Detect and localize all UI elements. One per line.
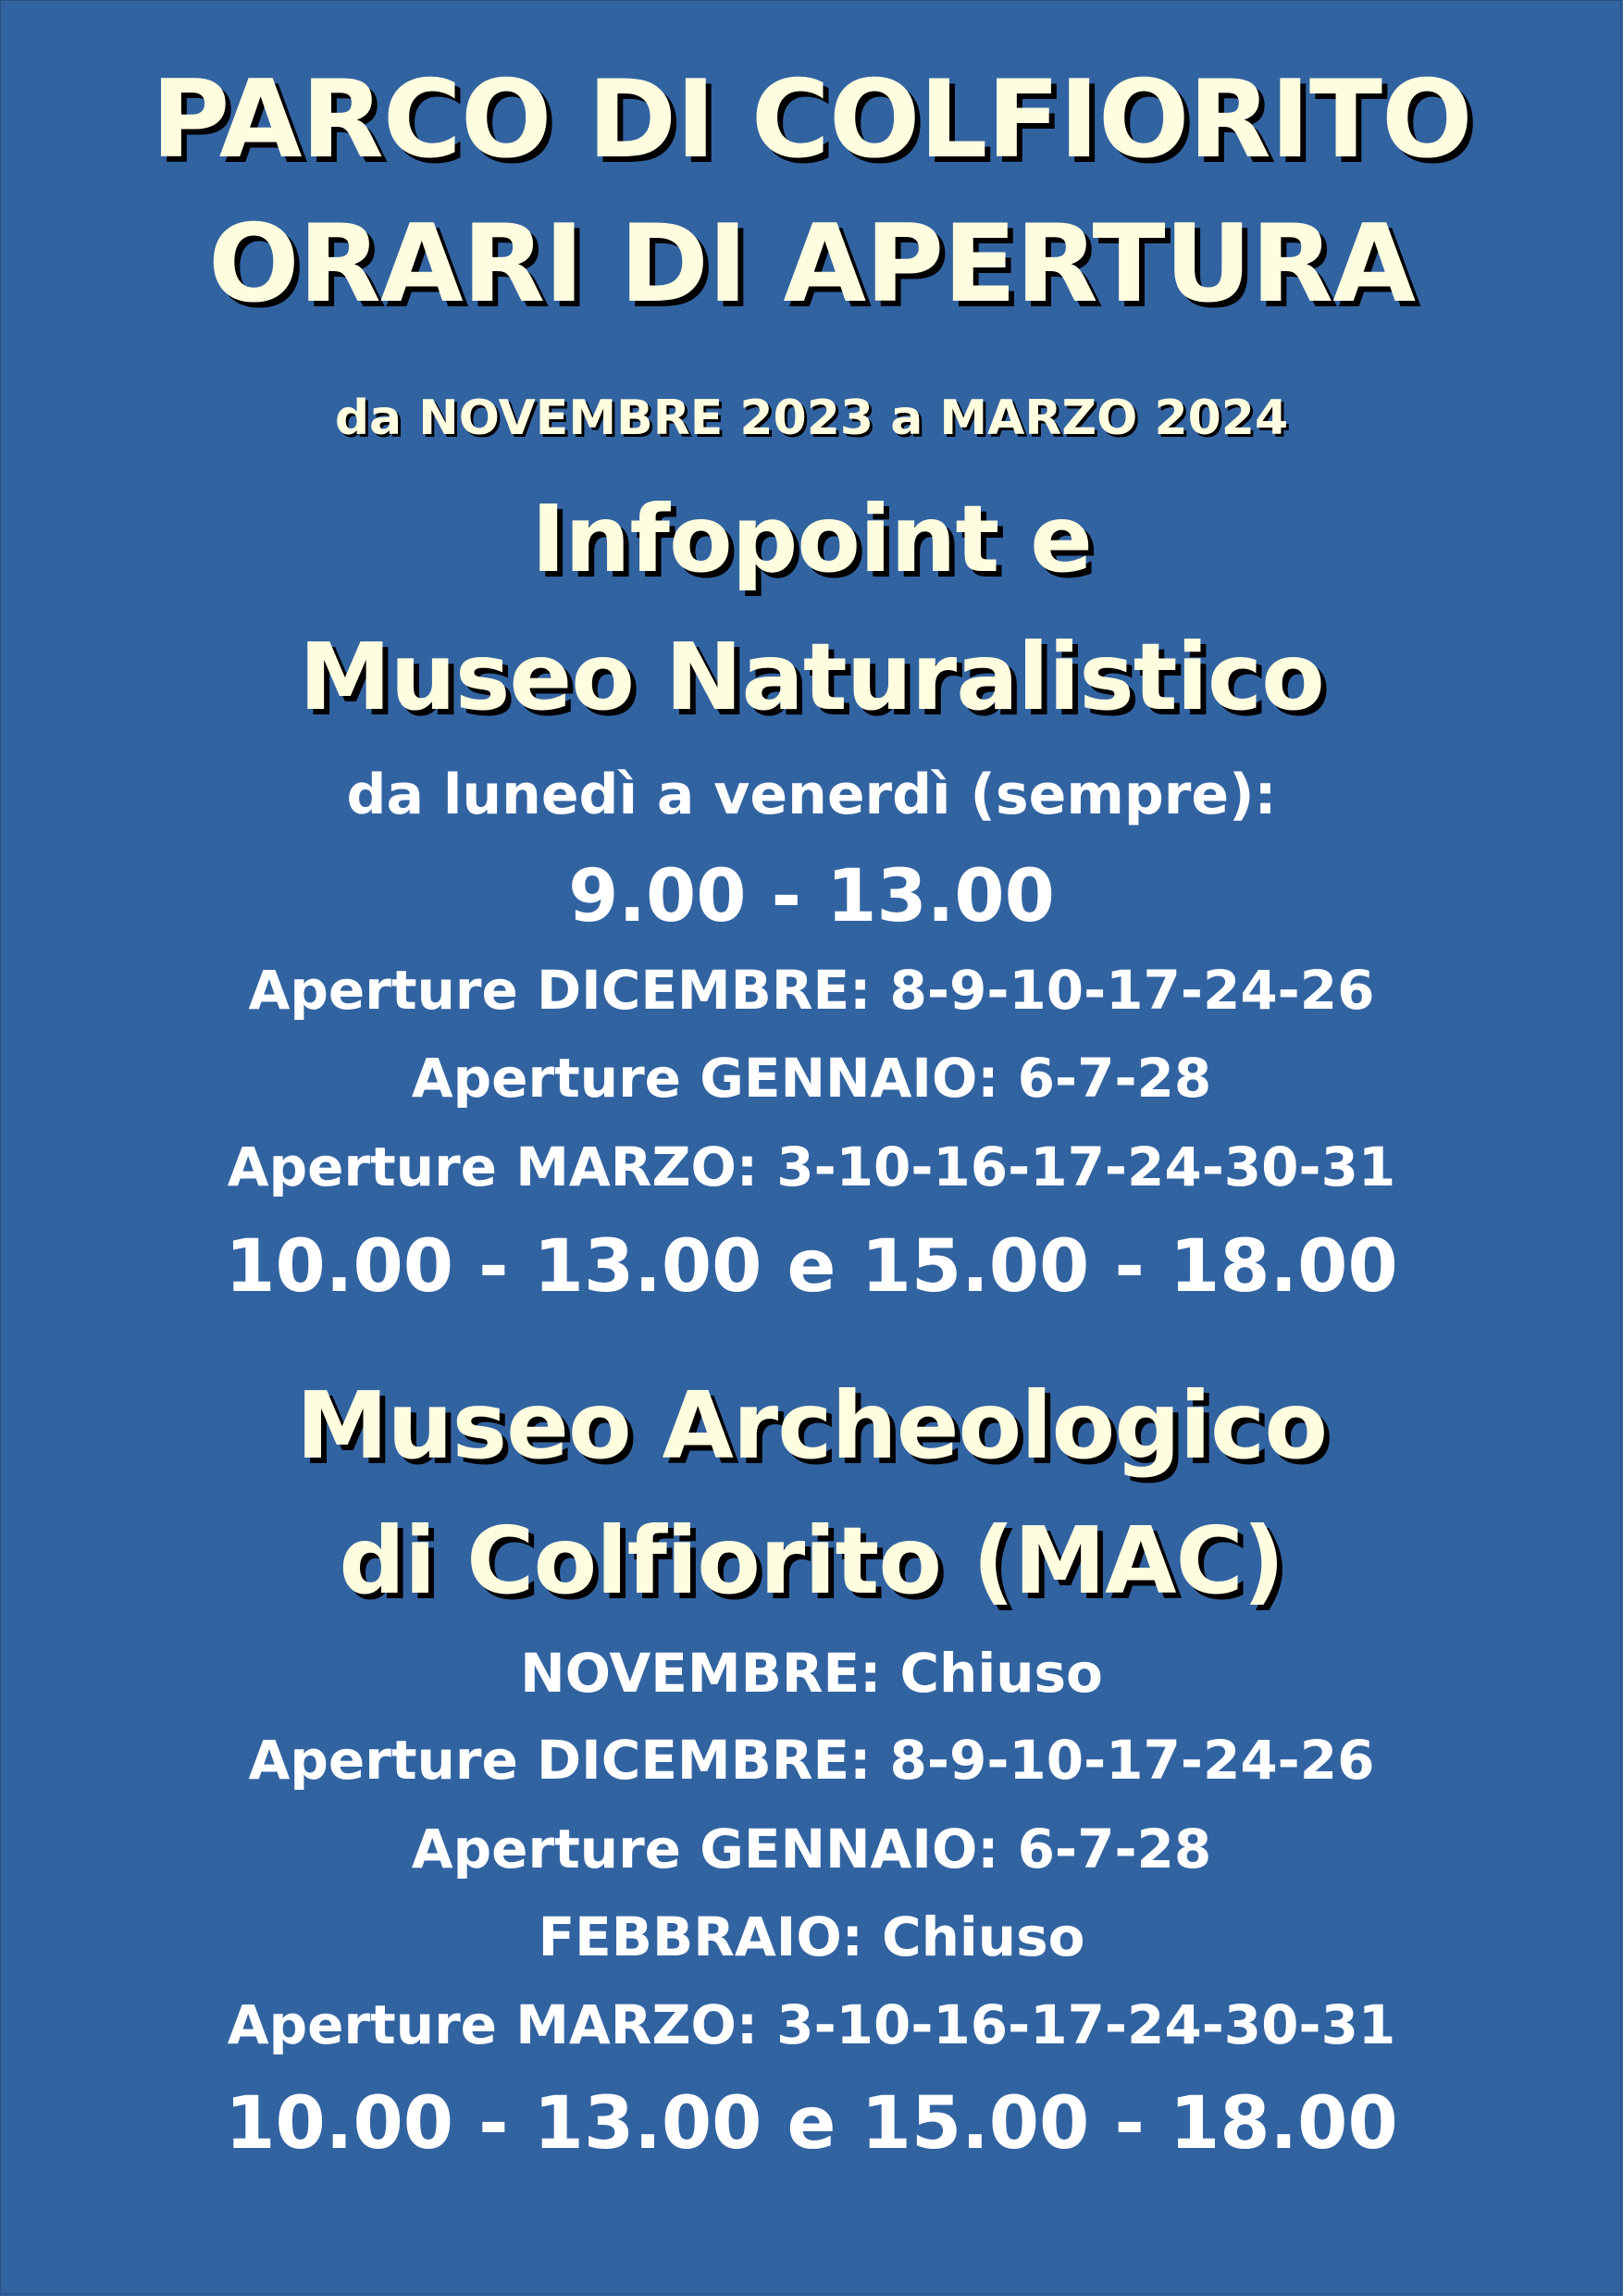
- infopoint-opening-december: Aperture DICEMBRE: 8-9-10-17-24-26: [248, 959, 1375, 1022]
- mac-schedule-december: Aperture DICEMBRE: 8-9-10-17-24-26: [248, 1729, 1375, 1792]
- infopoint-heading-line2: Museo Naturalistico: [299, 623, 1324, 731]
- mac-schedule-november: NOVEMBRE: Chiuso: [520, 1642, 1103, 1705]
- mac-heading-line1: Museo Archeologico: [295, 1371, 1328, 1480]
- infopoint-opening-march: Aperture MARZO: 3-10-16-17-24-30-31: [227, 1136, 1396, 1198]
- infopoint-weekdays: da lunedì a venerdì (sempre):: [346, 763, 1277, 827]
- poster-title-line1: PARCO DI COLFIORITO: [151, 57, 1472, 182]
- infopoint-weekday-hours: 9.00 - 13.00: [568, 855, 1055, 938]
- infopoint-opening-hours: 10.00 - 13.00 e 15.00 - 18.00: [225, 1225, 1398, 1309]
- poster-title-line2: ORARI DI APERTURA: [208, 202, 1415, 327]
- mac-schedule-january: Aperture GENNAIO: 6-7-28: [411, 1818, 1212, 1880]
- mac-heading-line2: di Colfiorito (MAC): [339, 1507, 1284, 1615]
- infopoint-heading-line1: Infopoint e: [531, 485, 1092, 593]
- infopoint-opening-january: Aperture GENNAIO: 6-7-28: [411, 1047, 1212, 1110]
- mac-schedule-march: Aperture MARZO: 3-10-16-17-24-30-31: [227, 1993, 1396, 2056]
- mac-opening-hours: 10.00 - 13.00 e 15.00 - 18.00: [225, 2082, 1398, 2166]
- mac-schedule-february: FEBBRAIO: Chiuso: [538, 1905, 1085, 1968]
- period-subtitle: da NOVEMBRE 2023 a MARZO 2024: [334, 391, 1289, 446]
